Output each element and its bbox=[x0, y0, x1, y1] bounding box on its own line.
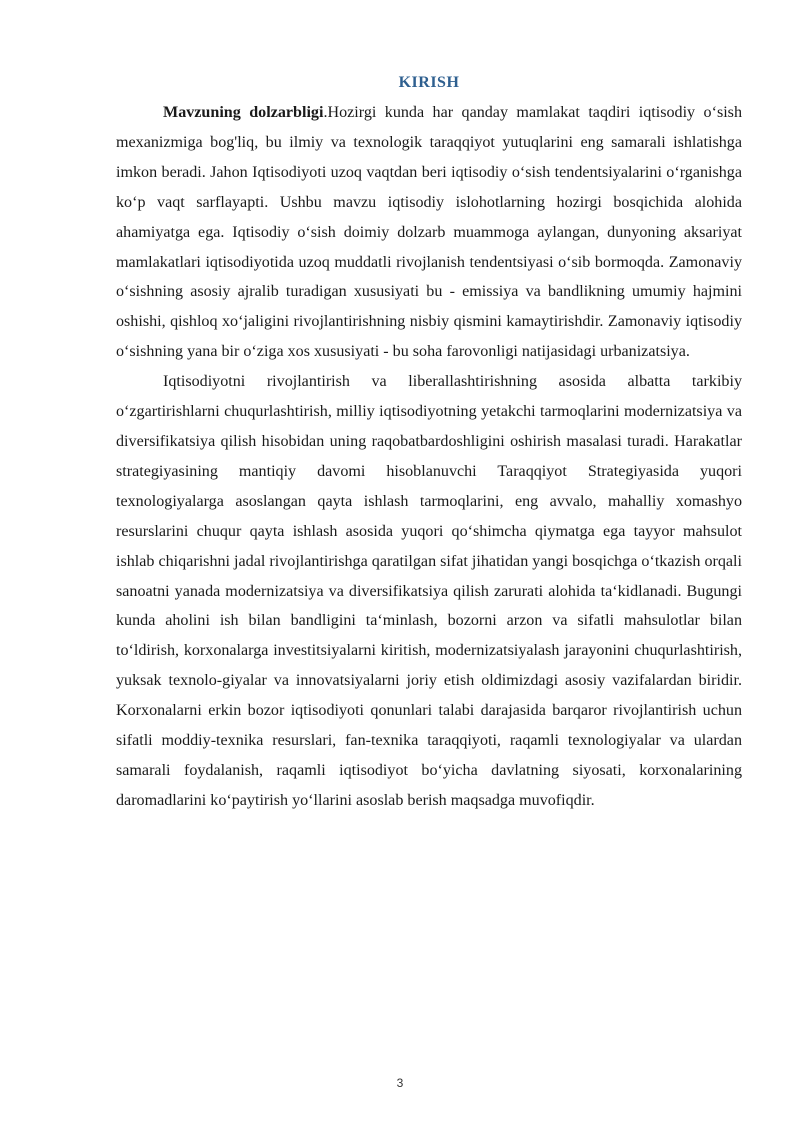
page-content bbox=[116, 68, 742, 816]
page-number: 3 bbox=[396, 1076, 404, 1090]
paragraph-development bbox=[116, 367, 742, 816]
paragraph-text: Iqtisodiyotni rivojlantirish va liberallashtirishning asosida albatta tarkibiy o‘zgartirishlarni chuqurlashtirish, milliy iqtisodiyotning yetakchi tarmoqlarini modernizatsiya va diversifikatsiya qilish hisobidan uning raqobatbardoshligini oshirish masalasi turadi. Harakatlar strategiyasining mantiqiy davomi hisoblanuvchi Taraqqiyot Strategiyasida yuqori texnologiyalarga asoslangan qayta ishlash tarmoqlarini, eng avvalo, mahalliy xomashyo resurslarini chuqur qayta ishlash asosida yuqori qo‘shimcha qiymatga ega tayyor mahsulot ishlab chiqarishni jadal rivojlantirishga qaratilgan sifat jihatidan yangi bosqichga o‘tkazish orqali sanoatni yanada modernizatsiya va diversifikatsiya qilish zarurati alohida ta‘kidlanadi. Bugungi kunda aholini ish bilan bandligini ta‘minlash, bozorni arzon va sifatli mahsulotlar bilan to‘ldirish, korxonalarga investitsiyalarni kiritish, modernizatsiyalash jarayonini chuqurlashtirish, yuksak texnolo-giyalar va innovatsiyalarni joriy etish oldimizdagi asosiy vazifalardan biridir. Korxonalarni erkin bozor iqtisodiyoti qonunlari talabi darajasida barqaror rivojlantirish uchun sifatli moddiy-texnika resurslari, fan-texnika taraqqiyoti, raqamli texnologiyalar va ulardan samarali foydalanish, raqamli iqtisodiyot bo‘yicha davlatning siyosati, korxonalarining daromadlarini ko‘paytirish yo‘llarini asoslab berish maqsadga muvofiqdir. bbox=[116, 373, 742, 809]
paragraph-text: .Hozirgi kunda har qanday mamlakat taqdiri iqtisodiy o‘sish mexanizmiga bog'liq, bu ilmiy va texnologik taraqqiyot yutuqlarini eng samarali ishlatishga imkon beradi. Jahon Iqtisodiyoti uzoq vaqtdan beri iqtisodiy o‘sish tendentsiyalarini o‘rganishga ko‘p vaqt sarflayapti. Ushbu mavzu iqtisodiy islohotlarning hozirgi bosqichida alohida ahamiyatga ega. Iqtisodiy o‘sish doimiy dolzarb muammoga aylangan, dunyoning aksariyat mamlakatlari iqtisodiyotida uzoq muddatli rivojlanish tendentsiyasi o‘sib bormoqda. Zamonaviy o‘sishning asosiy ajralib turadigan xususiyati bu - emissiya va bandlikning umumiy hajmini oshishi, qishloq xo‘jaligini rivojlantirishning nisbiy qismini kamaytirishdir. Zamonaviy iqtisodiy o‘sishning yana bir o‘ziga xos xususiyati - bu soha farovonligi natijasidagi urbanizatsiya. bbox=[116, 104, 742, 361]
paragraph-lead: Mavzuning dolzarbligi bbox=[163, 104, 324, 121]
section-heading: KIRISH bbox=[398, 74, 460, 91]
paragraph-relevance bbox=[116, 98, 742, 367]
